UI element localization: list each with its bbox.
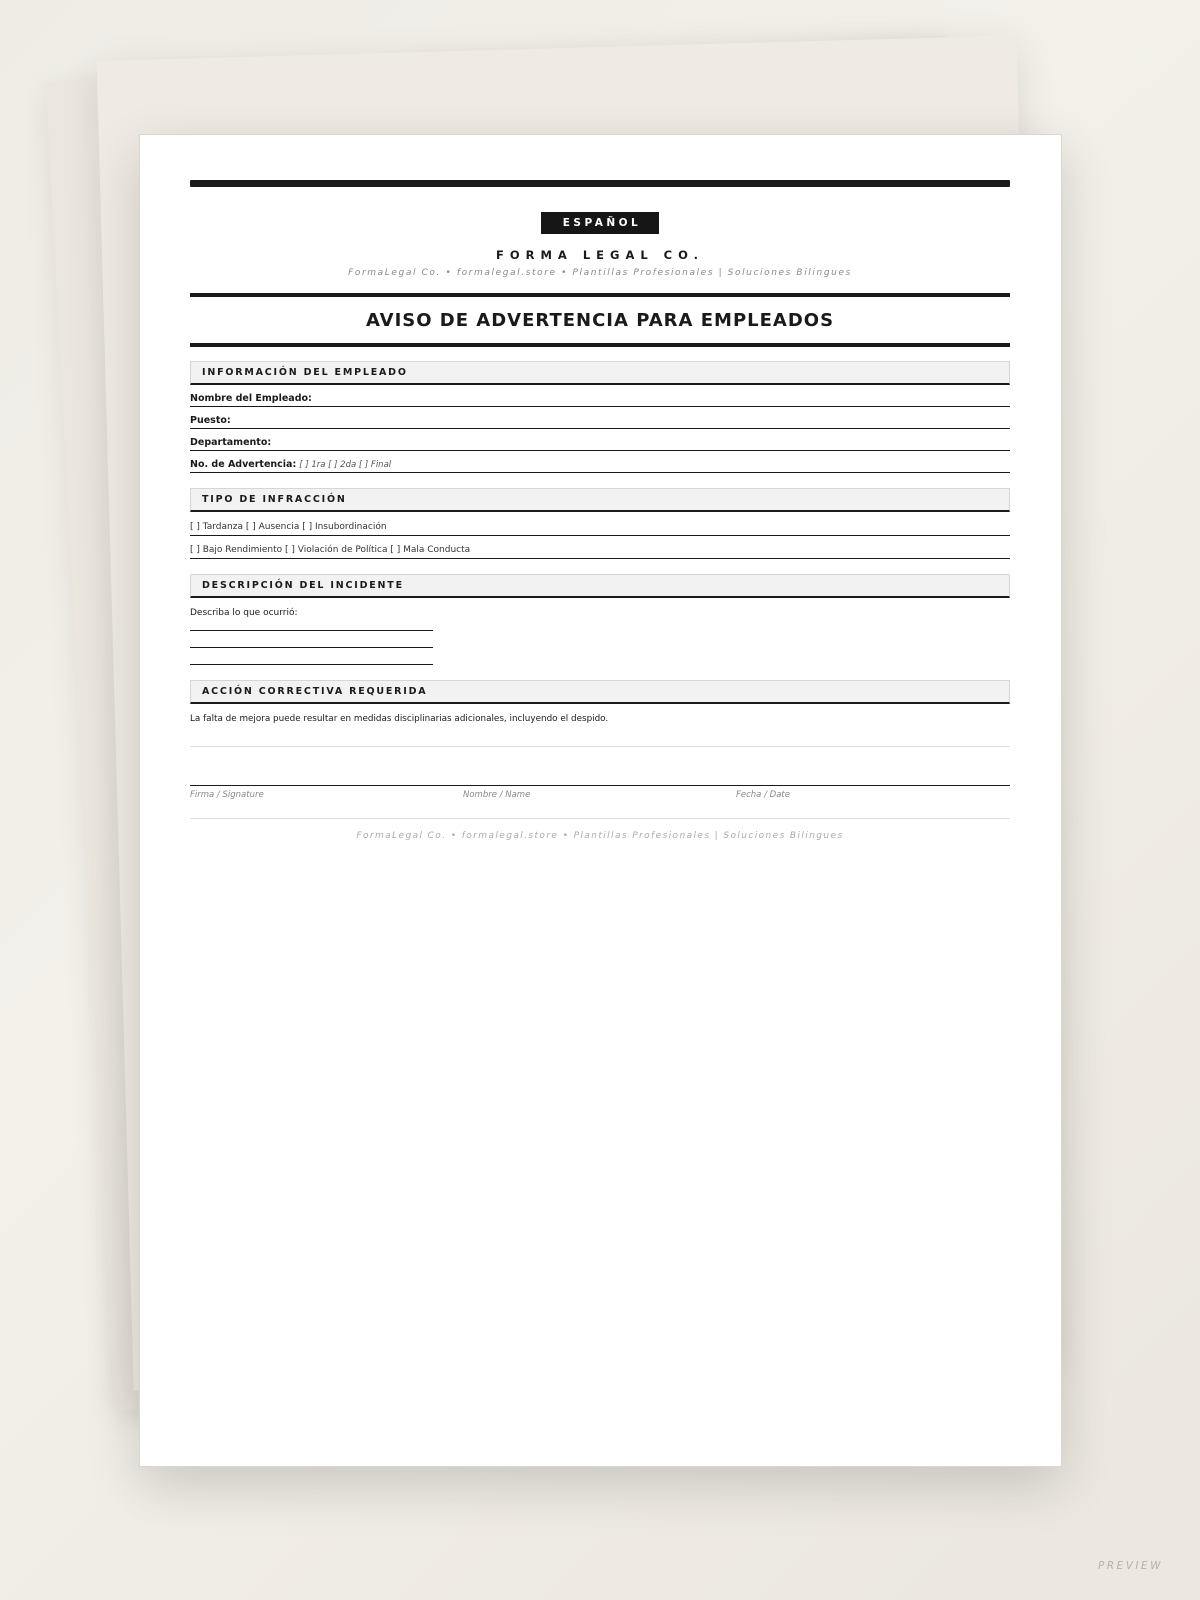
company-tagline: FormaLegal Co. • formalegal.store • Plantillas Profesionales | Soluciones Bilingues	[348, 268, 852, 278]
field-department[interactable]	[190, 429, 1010, 451]
incident-blank-line[interactable]	[190, 630, 433, 631]
language-badge: ESPAÑOL	[541, 212, 660, 234]
document-title: AVISO DE ADVERTENCIA PARA EMPLEADOS	[365, 310, 835, 331]
document-page	[139, 134, 1062, 1467]
document-footer: FormaLegal Co. • formalegal.store • Plantillas Profesionales | Soluciones Bilingues	[356, 831, 844, 841]
section-heading-infraction: TIPO DE INFRACCIÓN	[190, 488, 1010, 512]
incident-blank-line[interactable]	[190, 664, 433, 665]
field-label: Departamento:	[190, 437, 272, 448]
section-heading-incident: DESCRIPCIÓN DEL INCIDENTE	[190, 574, 1010, 598]
preview-watermark: PREVIEW	[1097, 1560, 1163, 1572]
field-employee-name[interactable]	[190, 385, 1010, 407]
field-warning-number[interactable]	[190, 451, 1010, 473]
title-rule-top	[190, 293, 1010, 297]
field-position[interactable]	[190, 407, 1010, 429]
date-label: Fecha / Date	[736, 790, 790, 800]
section-heading-employee-info: INFORMACIÓN DEL EMPLEADO	[190, 361, 1010, 385]
warning-number-options: [ ] 1ra [ ] 2da [ ] Final	[299, 460, 392, 470]
corrective-action-text: La falta de mejora puede resultar en medidas disciplinarias adicionales, incluyendo el despido.	[190, 714, 609, 724]
incident-prompt: Describa lo que ocurrió:	[190, 608, 298, 618]
language-badge-wrap	[190, 211, 1010, 234]
title-rule-bottom	[190, 343, 1010, 347]
incident-blank-line[interactable]	[190, 647, 433, 648]
section-heading-corrective-action: ACCIÓN CORRECTIVA REQUERIDA	[190, 680, 1010, 704]
name-label: Nombre / Name	[463, 790, 531, 800]
footer-divider	[190, 818, 1010, 819]
top-bar	[190, 180, 1010, 187]
field-label: Nombre del Empleado:	[190, 393, 312, 404]
signature-line[interactable]	[190, 785, 1010, 786]
field-label: Puesto:	[190, 415, 231, 426]
infraction-options-row[interactable]: [ ] Bajo Rendimiento [ ] Violación de Política [ ] Mala Conducta	[190, 536, 1010, 559]
company-name: FORMA LEGAL CO.	[495, 248, 705, 262]
divider	[190, 746, 1010, 747]
document-content	[190, 180, 1010, 841]
signature-labels	[190, 790, 1010, 800]
infraction-options-row[interactable]: [ ] Tardanza [ ] Ausencia [ ] Insubordinación	[190, 512, 1010, 536]
field-label: No. de Advertencia:	[190, 459, 297, 470]
signature-label: Firma / Signature	[190, 790, 264, 800]
